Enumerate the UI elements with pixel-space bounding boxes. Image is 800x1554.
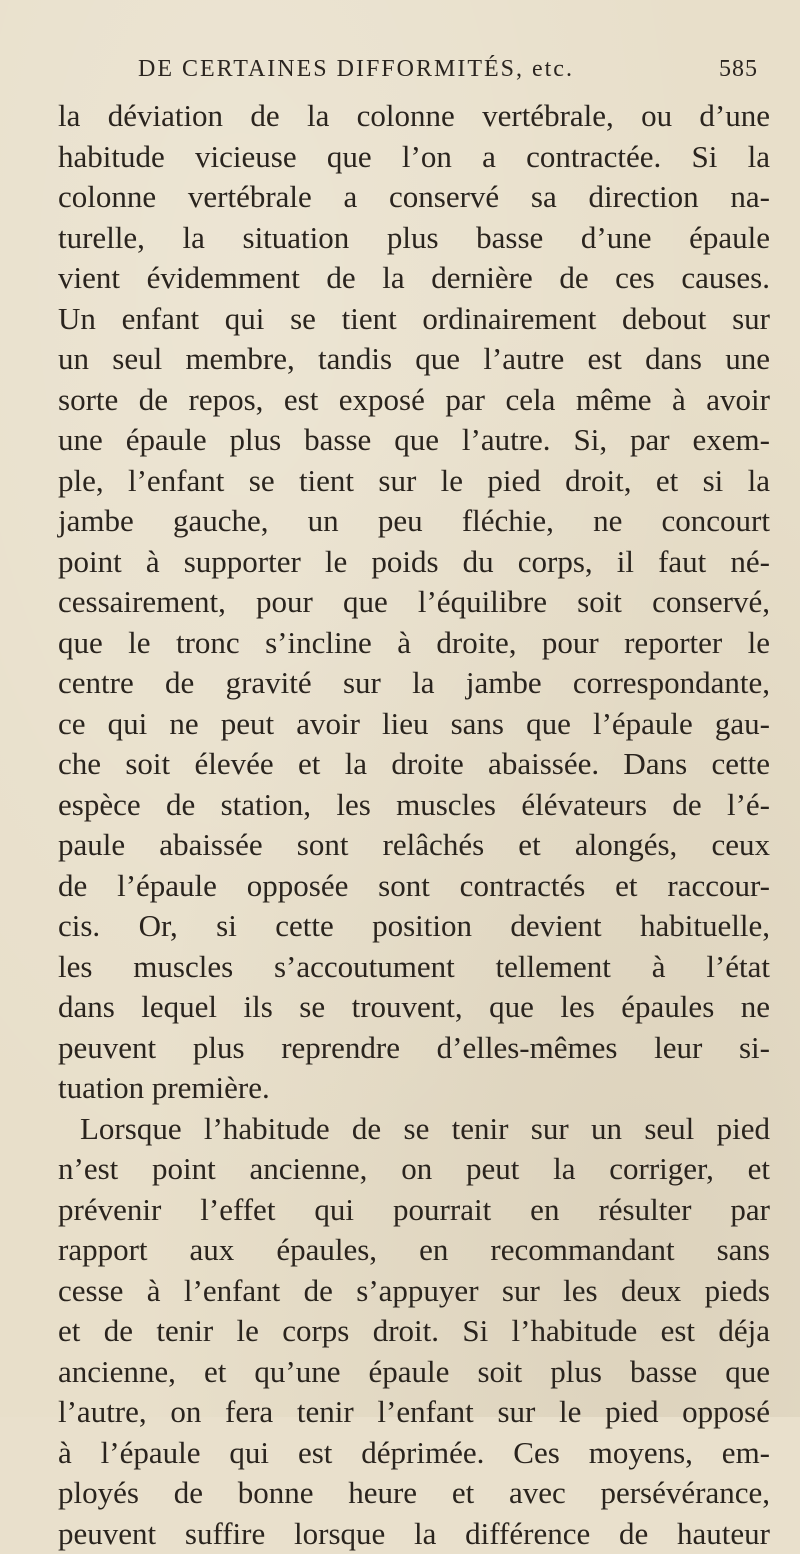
text-line: un seul membre, tandis que l’autre est dans une bbox=[58, 339, 770, 380]
text-line: peuvent plus reprendre d’elles-mêmes leur si- bbox=[58, 1028, 770, 1069]
text-line: habitude vicieuse que l’on a contractée. Si la bbox=[58, 137, 770, 178]
text-line: à l’épaule qui est déprimée. Ces moyens, em- bbox=[58, 1433, 770, 1474]
text-line: che soit élevée et la droite abaissée. Dans cette bbox=[58, 744, 770, 785]
text-line: n’est point ancienne, on peut la corriger, et bbox=[58, 1149, 770, 1190]
text-line: colonne vertébrale a conservé sa direction na- bbox=[58, 177, 770, 218]
body-text bbox=[58, 96, 770, 1554]
text-line: dans lequel ils se trouvent, que les épaules ne bbox=[58, 987, 770, 1028]
text-line: jambe gauche, un peu fléchie, ne concourt bbox=[58, 501, 770, 542]
text-line: la déviation de la colonne vertébrale, ou d’une bbox=[58, 96, 770, 137]
text-line: cis. Or, si cette position devient habituelle, bbox=[58, 906, 770, 947]
text-line: peuvent suffire lorsque la différence de hauteur bbox=[58, 1514, 770, 1554]
text-line: ce qui ne peut avoir lieu sans que l’épaule gau- bbox=[58, 704, 770, 745]
text-line: vient évidemment de la dernière de ces causes. bbox=[58, 258, 770, 299]
text-line: turelle, la situation plus basse d’une épaule bbox=[58, 218, 770, 259]
text-line: Un enfant qui se tient ordinairement debout sur bbox=[58, 299, 770, 340]
text-line: ancienne, et qu’une épaule soit plus basse que bbox=[58, 1352, 770, 1393]
text-line: espèce de station, les muscles élévateurs de l’é- bbox=[58, 785, 770, 826]
text-line: que le tronc s’incline à droite, pour reporter le bbox=[58, 623, 770, 664]
text-line: tuation première. bbox=[58, 1068, 770, 1109]
running-title: DE CERTAINES DIFFORMITÉS, etc. bbox=[138, 56, 574, 83]
text-line: Lorsque l’habitude de se tenir sur un seul pied bbox=[58, 1109, 770, 1150]
text-line: rapport aux épaules, en recommandant sans bbox=[58, 1230, 770, 1271]
text-line: sorte de repos, est exposé par cela même à avoir bbox=[58, 380, 770, 421]
page-number: 585 bbox=[719, 56, 758, 83]
text-line: de l’épaule opposée sont contractés et raccour- bbox=[58, 866, 770, 907]
text-line: une épaule plus basse que l’autre. Si, par exem- bbox=[58, 420, 770, 461]
text-line: ple, l’enfant se tient sur le pied droit, et si la bbox=[58, 461, 770, 502]
text-line: les muscles s’accoutument tellement à l’état bbox=[58, 947, 770, 988]
text-line: centre de gravité sur la jambe correspondante, bbox=[58, 663, 770, 704]
text-line: ployés de bonne heure et avec persévérance, bbox=[58, 1473, 770, 1514]
text-line: prévenir l’effet qui pourrait en résulter par bbox=[58, 1190, 770, 1231]
text-line: cessairement, pour que l’équilibre soit conservé, bbox=[58, 582, 770, 623]
text-line: l’autre, on fera tenir l’enfant sur le pied opposé bbox=[58, 1392, 770, 1433]
running-header bbox=[138, 56, 770, 96]
paragraph bbox=[58, 1109, 770, 1554]
text-line: paule abaissée sont relâchés et alongés, ceux bbox=[58, 825, 770, 866]
text-line: point à supporter le poids du corps, il faut né- bbox=[58, 542, 770, 583]
text-line: et de tenir le corps droit. Si l’habitude est déja bbox=[58, 1311, 770, 1352]
paragraph bbox=[58, 96, 770, 1109]
text-line: cesse à l’enfant de s’appuyer sur les deux pieds bbox=[58, 1271, 770, 1312]
